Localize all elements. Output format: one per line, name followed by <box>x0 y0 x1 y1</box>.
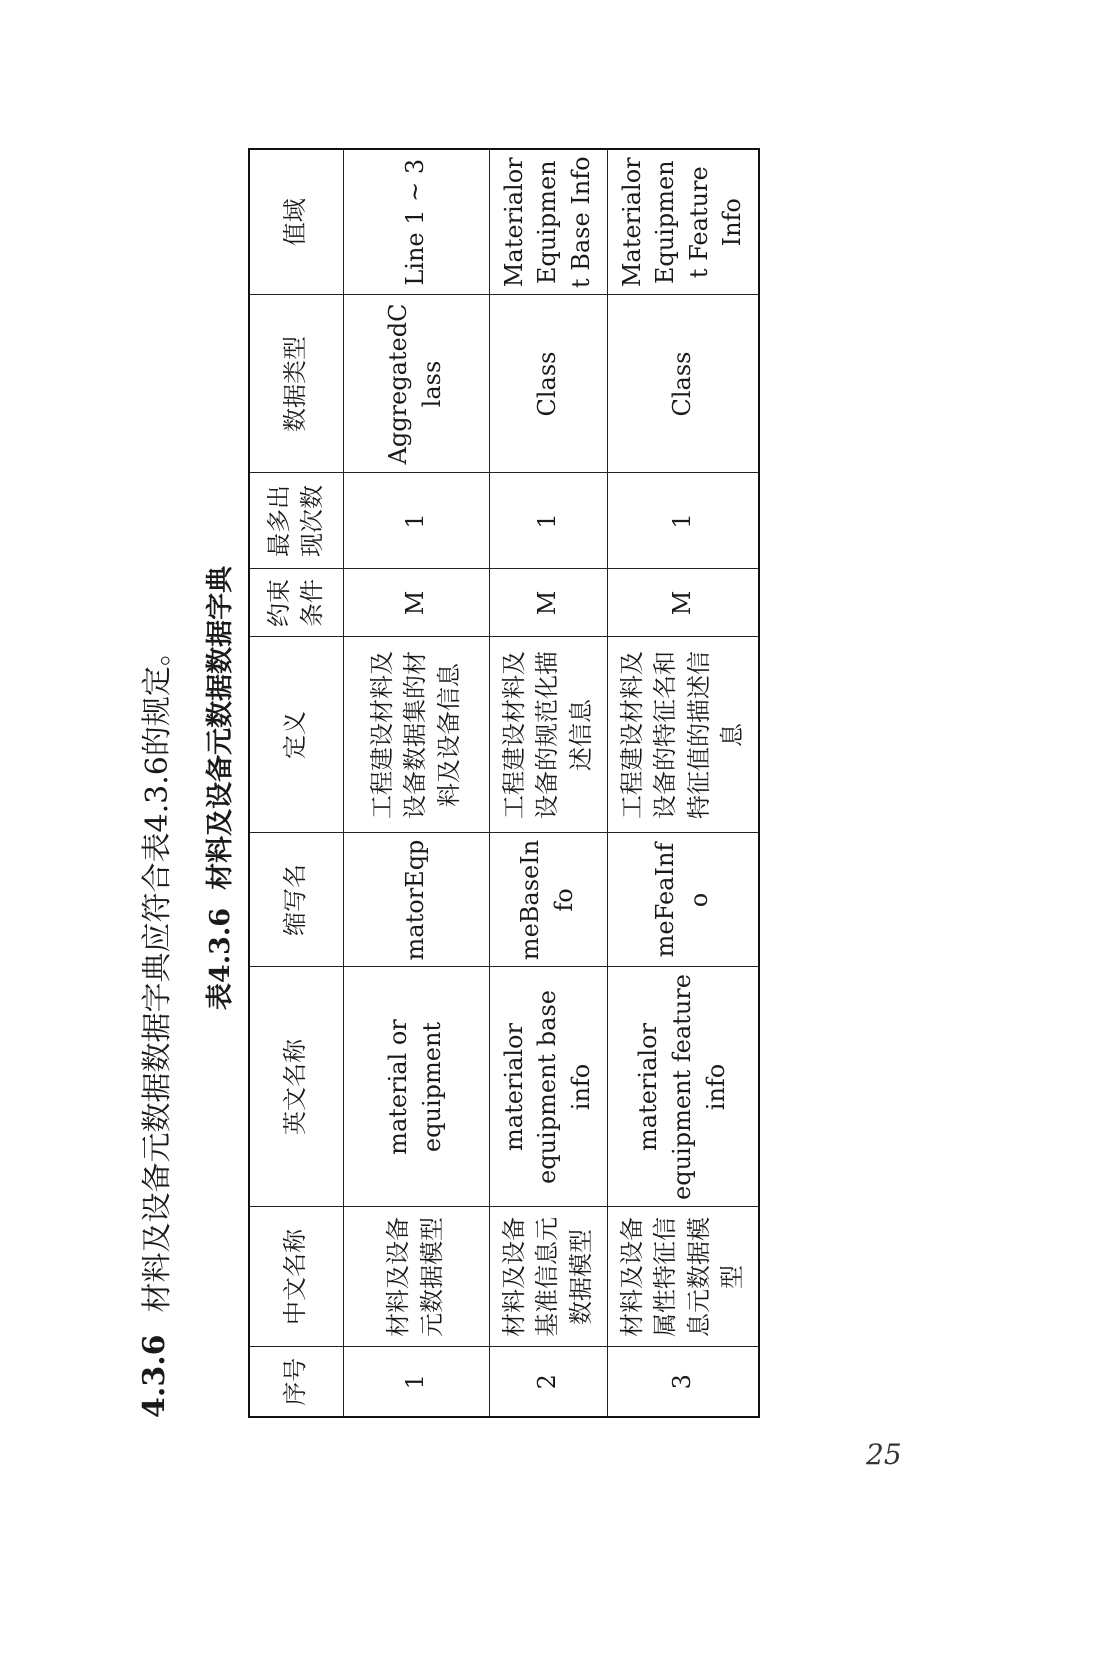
column-header: 值域 <box>249 149 343 295</box>
table-cell: M <box>489 569 607 637</box>
table-cell: 工程建设材料及设备的特征名和特征值的描述信息 <box>607 637 759 833</box>
column-header: 序号 <box>249 1347 343 1417</box>
table-cell: 材料及设备属性特征信息元数据模型 <box>607 1207 759 1347</box>
table-header-row <box>249 149 343 1417</box>
table-cell: 工程建设材料及设备数据集的材料及设备信息 <box>343 637 489 833</box>
table-cell: 1 <box>607 473 759 569</box>
section-heading <box>130 636 178 1418</box>
data-dictionary-table <box>248 148 760 1418</box>
column-header: 英文名称 <box>249 967 343 1207</box>
table-cell: 1 <box>343 1347 489 1417</box>
column-header: 数据类型 <box>249 295 343 473</box>
column-header: 缩写名 <box>249 833 343 967</box>
table-cell: Materialor Equipment Base Info <box>489 149 607 295</box>
page-number: 25 <box>866 1438 902 1471</box>
table-cell: material or equipment <box>343 967 489 1207</box>
column-header: 定义 <box>249 637 343 833</box>
table-caption-title: 材料及设备元数据数据字典 <box>205 565 236 890</box>
section-text: 材料及设备元数据数据字典应符合表4.3.6的规定。 <box>140 636 175 1313</box>
table-row <box>343 149 489 1417</box>
table-cell: M <box>607 569 759 637</box>
table-cell: Materialor Equipment Feature Info <box>607 149 759 295</box>
table-cell: M <box>343 569 489 637</box>
table-cell: meBaseInfo <box>489 833 607 967</box>
table-cell: matorEqp <box>343 833 489 967</box>
table-cell: Class <box>607 295 759 473</box>
column-header: 中文名称 <box>249 1207 343 1347</box>
section-number: 4.3.6 <box>136 1334 172 1418</box>
table-cell: 工程建设材料及设备的规范化描述信息 <box>489 637 607 833</box>
table-cell: Class <box>489 295 607 473</box>
column-header: 约束条件 <box>249 569 343 637</box>
table-cell: 材料及设备基准信息元数据模型 <box>489 1207 607 1347</box>
table-cell: 3 <box>607 1347 759 1417</box>
table-cell: meFeaInfo <box>607 833 759 967</box>
column-header: 最多出现次数 <box>249 473 343 569</box>
table-caption <box>198 138 242 1438</box>
table-cell: 1 <box>343 473 489 569</box>
rotated-page-content <box>130 138 770 1438</box>
table-cell: materialor equipment base info <box>489 967 607 1207</box>
table-cell: Line 1 ~ 3 <box>343 149 489 295</box>
table-caption-number: 表4.3.6 <box>205 907 236 1011</box>
table-cell: 1 <box>489 473 607 569</box>
table-cell: 材料及设备元数据模型 <box>343 1207 489 1347</box>
table-cell: 2 <box>489 1347 607 1417</box>
table-row <box>607 149 759 1417</box>
table-cell: AggregatedClass <box>343 295 489 473</box>
table-cell: materialor equipment feature info <box>607 967 759 1207</box>
table-row <box>489 149 607 1417</box>
